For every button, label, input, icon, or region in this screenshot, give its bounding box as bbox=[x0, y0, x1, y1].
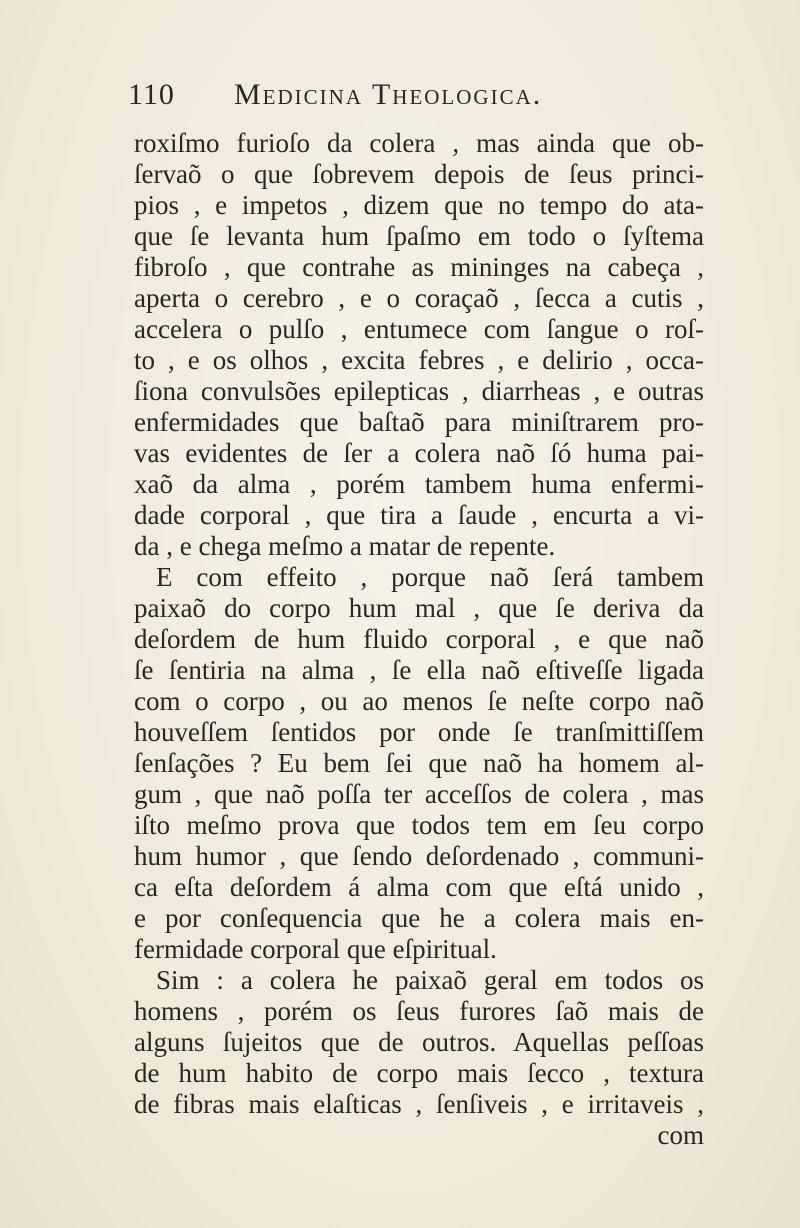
text-line: homens , porém os ſeus furores ſaõ mais de bbox=[134, 996, 704, 1026]
paragraph-end-line: fermidade corporal que eſpiritual. bbox=[134, 934, 497, 964]
text-line: enfermidades que baſtaõ para miniſtrarem pro- bbox=[134, 407, 704, 437]
text-line: ſervaõ o que ſobrevem depois de ſeus princi- bbox=[134, 159, 704, 189]
text-line: accelera o pulſo , entumece com ſangue o roſ- bbox=[134, 314, 704, 344]
text-line: gum , que naõ poſſa ter acceſſos de colera , mas bbox=[134, 779, 704, 809]
text-line: ſe ſentiria na alma , ſe ella naõ eſtiveſſe ligada bbox=[134, 655, 704, 685]
paragraph-end-line: da , e chega meſmo a matar de repente. bbox=[134, 531, 556, 561]
text-line: aperta o cerebro , e o coraçaõ , ſecca a cutis , bbox=[134, 283, 704, 313]
text-line: de fibras mais elaſticas , ſenſiveis , e irritaveis , bbox=[134, 1089, 704, 1119]
text-line: ſenſações ? Eu bem ſei que naõ ha homem al- bbox=[134, 748, 704, 778]
page-header bbox=[128, 78, 728, 118]
catchword: com bbox=[657, 1120, 704, 1150]
text-line: vas evidentes de ſer a colera naõ ſó huma pai- bbox=[134, 438, 704, 468]
text-line: xaõ da alma , porém tambem huma enfermi- bbox=[134, 469, 704, 499]
text-line: to , e os olhos , excita febres , e delirio , occa- bbox=[134, 345, 704, 375]
page-number: 110 bbox=[128, 78, 175, 111]
text-line: iſto meſmo prova que todos tem em ſeu corpo bbox=[134, 810, 704, 840]
text-line: ca eſta deſordem á alma com que eſtá unido , bbox=[134, 872, 704, 902]
text-line: houveſſem ſentidos por onde ſe tranſmittiſſem bbox=[134, 717, 704, 747]
text-line: dade corporal , que tira a ſaude , encurta a vi- bbox=[134, 500, 704, 530]
text-line: de hum habito de corpo mais ſecco , textura bbox=[134, 1058, 704, 1088]
paragraph-start-line: Sim : a colera he paixaõ geral em todos os bbox=[156, 965, 704, 995]
text-line: roxiſmo furioſo da colera , mas ainda que ob- bbox=[134, 128, 704, 158]
text-line: ſiona convulsões epilepticas , diarrheas , e outras bbox=[134, 376, 704, 406]
body-text bbox=[134, 128, 704, 1151]
text-line: pios , e impetos , dizem que no tempo do ata- bbox=[134, 190, 704, 220]
text-line: paixaõ do corpo hum mal , que ſe deriva da bbox=[134, 593, 704, 623]
text-line: com o corpo , ou ao menos ſe neſte corpo naõ bbox=[134, 686, 704, 716]
text-line: deſordem de hum fluido corporal , e que naõ bbox=[134, 624, 704, 654]
running-title: Medicina Theologica. bbox=[234, 78, 543, 111]
text-line: alguns ſujeitos que de outros. Aquellas peſſoas bbox=[134, 1027, 704, 1057]
text-line: fibroſo , que contrahe as mininges na cabeça , bbox=[134, 252, 704, 282]
text-line: e por conſequencia que he a colera mais en- bbox=[134, 903, 704, 933]
text-line: que ſe levanta hum ſpaſmo em todo o ſyſtema bbox=[134, 221, 704, 251]
paragraph-start-line: E com effeito , porque naõ ſerá tambem bbox=[156, 562, 704, 592]
text-line: hum humor , que ſendo deſordenado , communi- bbox=[134, 841, 704, 871]
